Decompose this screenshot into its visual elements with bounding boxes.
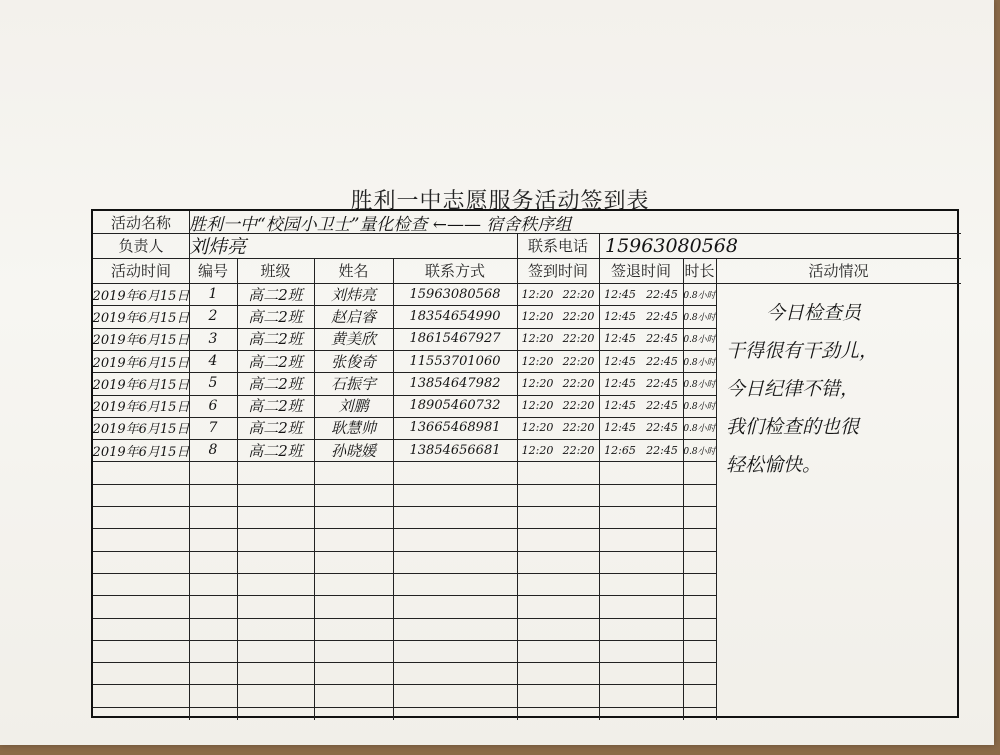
table-cell-signin: 22:20: [562, 287, 595, 301]
table-cell-name: 张俊奇: [330, 352, 376, 371]
table-cell-date: 2019年6月15日: [93, 444, 189, 460]
activity-name-label: 活动名称: [110, 213, 171, 232]
table-cell-date: 2019年6月15日: [93, 377, 189, 393]
table-row-line: [93, 618, 716, 619]
table-cell-signout: 12:65: [604, 443, 636, 457]
table-cell-signout: 12:45: [604, 287, 636, 301]
table-cell-signout: 22:45: [646, 287, 678, 301]
table-cell-number: 7: [208, 419, 218, 436]
table-cell-contact: 18354654990: [409, 308, 501, 324]
table-cell-date: 2019年6月15日: [93, 422, 189, 438]
table-cell-signin: 22:20: [562, 309, 595, 323]
table-cell-duration: 0.8小时: [683, 335, 716, 346]
table-cell-class: 高二2班: [248, 419, 303, 438]
table-cell-duration: 0.8小时: [683, 312, 716, 323]
column-header: 时长: [684, 262, 715, 280]
table-cell-signin: 12:20: [521, 332, 554, 346]
remark-line: 轻松愉快。: [726, 454, 822, 476]
table-row-line: [93, 484, 716, 485]
table-cell-number: 2: [208, 308, 218, 325]
table-cell-class: 高二2班: [248, 307, 303, 326]
table-cell-signin: 12:20: [521, 354, 554, 368]
table-cell-duration: 0.8小时: [683, 446, 716, 457]
table-cell-number: 5: [208, 375, 218, 392]
column-header: 编号: [197, 262, 228, 280]
table-cell-contact: 13665468981: [409, 420, 501, 436]
table-cell-signin: 22:20: [562, 376, 595, 390]
table-cell-number: 4: [208, 353, 218, 370]
table-row-line: [93, 662, 716, 663]
table-cell-signin: 22:20: [562, 399, 595, 413]
header-divider: [716, 283, 961, 284]
table-row-line: [93, 640, 716, 641]
activity-name-value: 胜利一中“校园小卫士”量化检查 ←—— 宿舍秩序组: [189, 214, 572, 233]
table-cell-duration: 0.8小时: [683, 379, 716, 390]
table-cell-date: 2019年6月15日: [93, 333, 189, 349]
table-cell-class: 高二2班: [248, 374, 303, 393]
table-cell-signout: 22:45: [646, 376, 678, 390]
table-cell-date: 2019年6月15日: [93, 400, 189, 416]
table-cell-number: 3: [208, 330, 218, 347]
table-cell-signin: 22:20: [562, 443, 595, 457]
table-cell-contact: 18615467927: [409, 331, 501, 347]
table-cell-signout: 22:45: [646, 354, 678, 368]
table-cell-date: 2019年6月15日: [93, 288, 189, 304]
remark-line: 干得很有干劲儿，: [726, 340, 879, 362]
table-cell-name: 耿慧帅: [330, 419, 376, 438]
table-row-line: [93, 684, 716, 685]
table-cell-signin: 22:20: [562, 421, 595, 435]
table-row-line: [93, 528, 716, 529]
table-cell-name: 孙晓媛: [330, 441, 376, 460]
table-cell-name: 赵启睿: [330, 307, 376, 326]
table-row-line: [93, 595, 716, 596]
table-cell-class: 高二2班: [248, 352, 303, 371]
column-header: 活动时间: [110, 262, 171, 280]
table-cell-date: 2019年6月15日: [93, 310, 189, 326]
table-cell-signout: 12:45: [604, 376, 636, 390]
table-cell-class: 高二2班: [248, 285, 303, 304]
form-title: 胜利一中志愿服务活动签到表: [350, 189, 650, 214]
column-header: 签退时间: [610, 262, 671, 280]
table-row-line: [93, 707, 716, 708]
remark-line: 今日纪律不错，: [726, 378, 860, 400]
table-cell-contact: 18905460732: [409, 398, 501, 414]
table-cell-signout: 22:45: [646, 332, 678, 346]
remark-line: 我们检查的也很: [726, 416, 860, 438]
table-cell-signin: 12:20: [521, 376, 554, 390]
table-cell-signin: 22:20: [562, 332, 595, 346]
table-cell-signout: 12:45: [604, 399, 636, 413]
table-cell-signout: 12:45: [604, 332, 636, 346]
table-cell-signin: 12:20: [521, 421, 554, 435]
table-cell-name: 黄美欣: [330, 330, 376, 349]
table-cell-name: 刘鹏: [338, 397, 369, 416]
table-cell-contact: 13854656681: [409, 442, 501, 458]
table-cell-name: 石振宇: [330, 374, 376, 393]
table-row-line: [93, 551, 716, 552]
table-cell-number: 1: [208, 286, 218, 303]
table-cell-duration: 0.8小时: [683, 402, 716, 413]
table-cell-signout: 12:45: [604, 421, 636, 435]
table-cell-signin: 12:20: [521, 443, 554, 457]
remark-line: 今日检查员: [766, 302, 862, 324]
table-cell-signout: 22:45: [646, 399, 678, 413]
table-cell-contact: 15963080568: [409, 286, 501, 302]
table-cell-signout: 12:45: [604, 309, 636, 323]
col-divider: [716, 258, 717, 720]
table-row-line: [93, 506, 716, 507]
table-row-line: [93, 461, 716, 462]
table-cell-contact: 13854647982: [409, 375, 501, 391]
table-cell-class: 高二2班: [248, 397, 303, 416]
table-cell-signin: 12:20: [521, 287, 554, 301]
table-cell-signin: 12:20: [521, 399, 554, 413]
activity-remarks: [726, 294, 951, 484]
phone-value: 15963080568: [605, 234, 738, 257]
table-cell-signout: 12:45: [604, 354, 636, 368]
phone-label: 联系电话: [527, 237, 588, 255]
table-row-line: [93, 573, 716, 574]
table-cell-signin: 22:20: [562, 354, 595, 368]
table-cell-duration: 0.8小时: [683, 290, 716, 301]
table-cell-signout: 22:45: [646, 309, 678, 323]
column-header: 签到时间: [527, 262, 588, 280]
table-cell-duration: 0.8小时: [683, 424, 716, 435]
table-cell-class: 高二2班: [248, 441, 303, 460]
table-cell-number: 6: [208, 397, 218, 414]
leader-value: 刘炜亮: [189, 236, 247, 258]
column-header: 班级: [260, 262, 291, 280]
table-cell-signout: 22:45: [646, 443, 678, 457]
table-cell-class: 高二2班: [248, 330, 303, 349]
column-header: 姓名: [338, 262, 369, 280]
column-header: 活动情况: [808, 262, 869, 280]
table-cell-signout: 22:45: [646, 421, 678, 435]
table-cell-signin: 12:20: [521, 309, 554, 323]
table-cell-number: 8: [208, 442, 218, 459]
table-cell-contact: 11553701060: [409, 353, 501, 369]
table-cell-date: 2019年6月15日: [93, 355, 189, 371]
column-header: 联系方式: [424, 262, 485, 280]
table-cell-duration: 0.8小时: [683, 357, 716, 368]
table-cell-name: 刘炜亮: [330, 285, 376, 304]
leader-label: 负责人: [118, 237, 164, 255]
